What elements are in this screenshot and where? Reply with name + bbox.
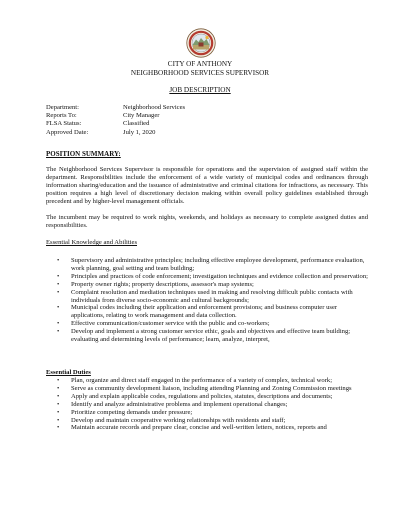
duties-list [46, 377, 368, 432]
info-label: Reports To: [46, 112, 77, 120]
job-title: NEIGHBORHOOD SERVICES SUPERVISOR [130, 68, 270, 77]
list-item: • Serve as community development liaison, including attending Planning and Zoning Commission meetings [46, 385, 368, 393]
info-value: Neighborhood Services [123, 104, 186, 111]
position-summary-heading: POSITION SUMMARY: [46, 150, 121, 158]
list-item: • Prioritize competing demands under pressure; [46, 409, 368, 417]
list-item: • Principles and practices of code enforcement; investigation techniques and evidence collection and preservation; [46, 273, 368, 281]
list-item: • Identify and analyze administrative problems and implement operational changes; [46, 401, 368, 409]
info-row-reports-to [46, 112, 185, 120]
list-item: • Property owner rights; property descriptions, assessor's map systems; [46, 281, 368, 289]
job-description-heading: JOB DESCRIPTION [169, 86, 231, 94]
info-value: City Manager [123, 112, 160, 120]
duties-heading: Essential Duties [46, 369, 91, 376]
list-item: • Effective communication/customer service with the public and co-workers; [46, 320, 368, 328]
info-value: July 1, 2020 [123, 128, 156, 136]
info-label: FLSA Status: [46, 120, 82, 128]
info-row-department [46, 104, 185, 112]
list-item: • Supervisory and administrative principles; including effective employee development, performance evaluation, work planning, goal setting and team building; [46, 257, 368, 273]
list-item: • Plan, organize and direct staff engaged in the performance of a variety of complex, technical work; [46, 377, 368, 385]
list-item: • Apply and explain applicable codes, regulations and policies, statutes, descriptions and documents; [46, 393, 368, 401]
list-item: • Develop and maintain cooperative working relationships with residents and staff; [46, 417, 368, 425]
list-item: • Municipal codes including their application and enforcement provisions; and business computer user applications, relating to work management and data collection. [46, 304, 368, 320]
position-summary-paragraph-1: The Neighborhood Services Supervisor is responsible for operations and the supervision of assigned staff within the department. Responsibilities include the enforcement of a wide variety of municipal codes and ordinances through information sharing/education and the issuance of administrative and criminal citations for infractions, as necessary. This position requires a high level of discretionary decision making within overall policy guidelines established through precedent and by higher-level management officials. [46, 166, 368, 206]
info-row-approved-date [46, 129, 185, 137]
list-item: • Maintain accurate records and prepare clear, concise and well-written letters, notices, reports and [46, 424, 368, 432]
job-info-block [46, 104, 185, 137]
info-row-flsa-status [46, 120, 185, 128]
city-seal-icon [186, 28, 216, 58]
position-summary-paragraph-2: The incumbent may be required to work nights, weekends, and holidays as necessary to complete assigned duties and responsibilities. [46, 214, 368, 230]
city-name: CITY OF ANTHONY [167, 60, 233, 68]
info-value: Classified [123, 120, 150, 128]
info-label: Department: [46, 104, 79, 111]
list-item: • Develop and implement a strong customer service ethic, goals and objectives and effective team building; evaluating and determining levels of performance; learn, analyze, interpret, [46, 328, 368, 344]
info-label: Approved Date: [46, 128, 89, 136]
knowledge-list [46, 257, 368, 344]
list-item: • Complaint resolution and mediation techniques used in making and resolving difficult public contacts with individuals from diverse socio-economic and cultural backgrounds; [46, 289, 368, 305]
knowledge-heading: Essential Knowledge and Abilities [46, 239, 138, 246]
